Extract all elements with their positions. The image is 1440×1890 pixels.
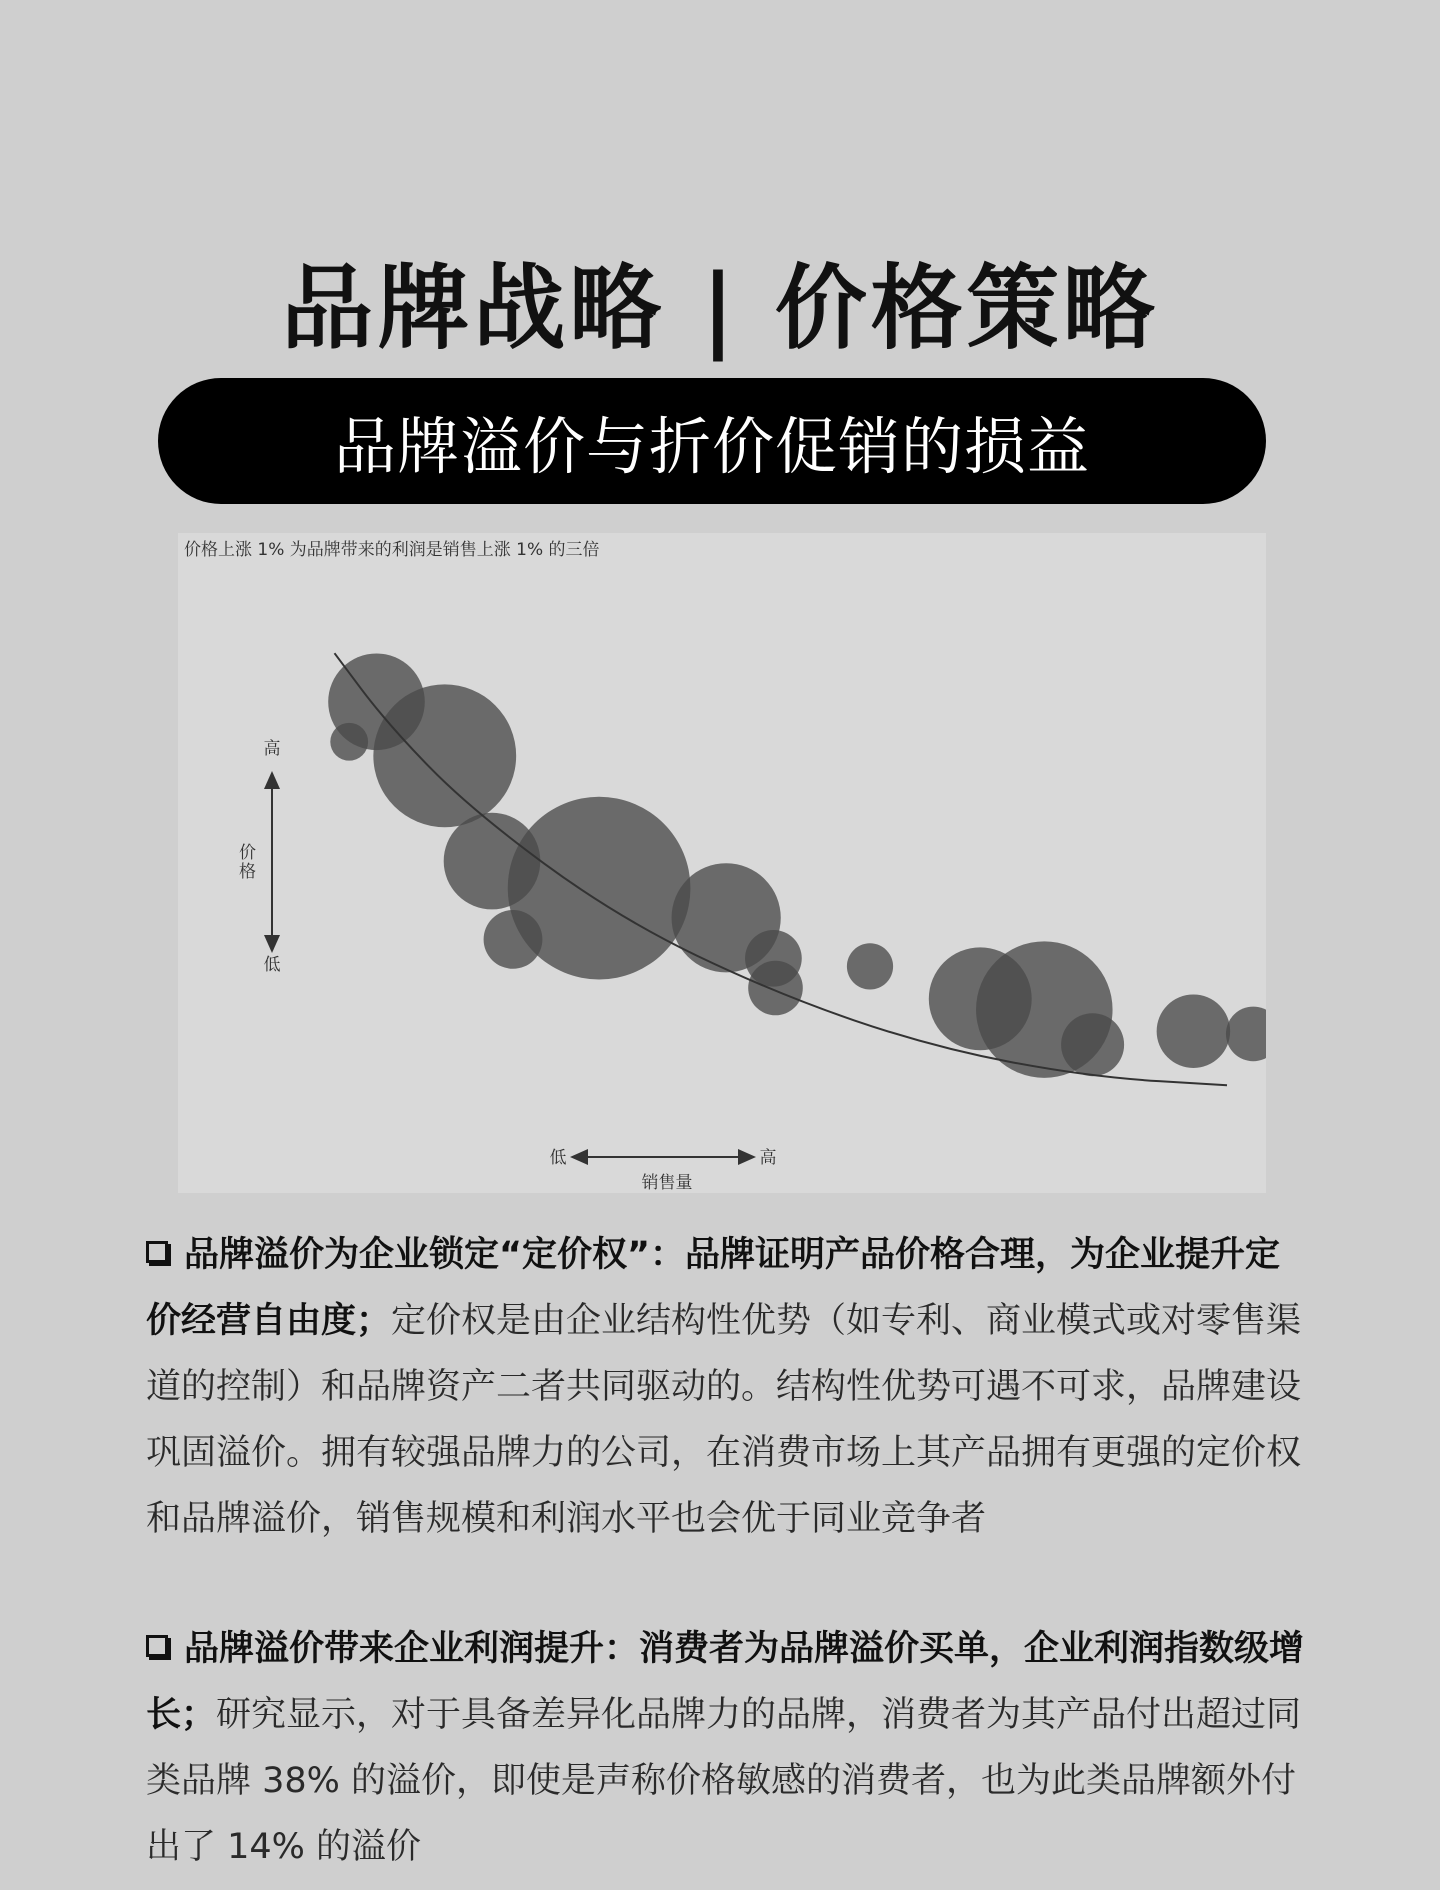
chart-panel xyxy=(178,533,1266,1193)
subtitle-text: 品牌溢价与折价促销的损益 xyxy=(333,409,1090,483)
price-volume-chart xyxy=(178,533,1266,1193)
checkbox-bullet-icon xyxy=(146,1241,168,1263)
x-axis-high-label: 高 xyxy=(759,1148,777,1168)
y-axis-label: 价格 xyxy=(235,843,255,881)
section-body: 研究显示，对于具备差异化品牌力的品牌，消费者为其产品付出超过同类品牌 38% 的溢价，即使是声称价格敏感的消费者，也为此类品牌额外付出了 14% 的溢价 xyxy=(146,1695,1302,1867)
bubble-6 xyxy=(484,910,543,969)
x-axis-low-label: 低 xyxy=(549,1148,567,1168)
chart-title: 价格上涨 1% 为品牌带来的利润是销售上涨 1% 的三倍 xyxy=(184,540,600,560)
bubble-13 xyxy=(1061,1013,1124,1076)
y-axis-low-label: 低 xyxy=(263,955,281,975)
section-lead: 品牌溢价带来企业利润提升：消费者为品牌溢价买单，企业利润指数级增长； xyxy=(146,1629,1305,1735)
bubble-group xyxy=(328,654,1266,1078)
section-profit-growth xyxy=(146,1616,1306,1880)
subtitle-banner xyxy=(158,378,1266,504)
bubble-14 xyxy=(1157,994,1231,1067)
bubble-9 xyxy=(748,961,803,1016)
bubble-2 xyxy=(330,723,368,761)
bubble-15 xyxy=(1226,1007,1266,1062)
bubble-10 xyxy=(847,943,893,989)
bubble-3 xyxy=(373,684,516,827)
x-axis-label: 销售量 xyxy=(641,1173,693,1193)
y-axis-high-label: 高 xyxy=(263,739,281,759)
section-pricing-power xyxy=(146,1222,1306,1552)
section-body: 定价权是由企业结构性优势（如专利、商业模式或对零售渠道的控制）和品牌资产二者共同驱动的。结构性优势可遇不可求，品牌建设巩固溢价。拥有较强品牌力的公司，在消费市场上其产品拥有更强的定价权和品牌溢价，销售规模和利润水平也会优于同业竞争者 xyxy=(146,1301,1302,1539)
page-title: 品牌战略 | 价格策略 xyxy=(281,254,1159,362)
checkbox-bullet-icon xyxy=(146,1635,168,1657)
section-lead: 品牌溢价为企业锁定“定价权”：品牌证明产品价格合理，为企业提升定价经营自由度； xyxy=(146,1235,1281,1341)
